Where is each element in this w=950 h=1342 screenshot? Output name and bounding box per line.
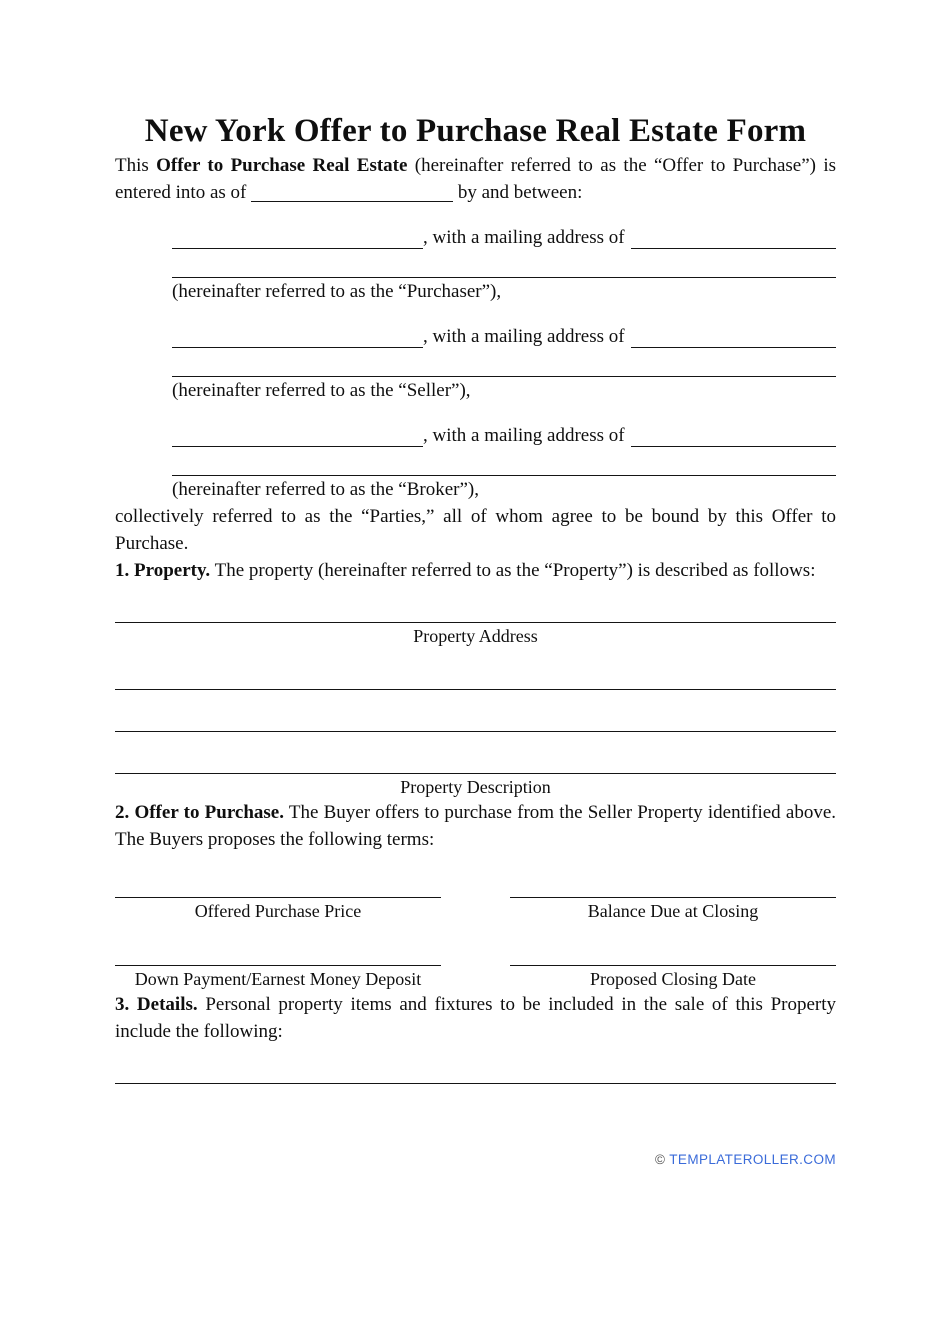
property-description-blank-field-1 <box>115 648 836 690</box>
party-name-line <box>172 323 836 350</box>
broker-designation: (hereinafter referred to as the “Broker”), <box>172 479 479 500</box>
property-description-blank-field-2 <box>115 690 836 732</box>
broker-address-blank-field <box>631 424 836 447</box>
section-2-offer <box>115 799 836 853</box>
down-payment-label: Down Payment/Earnest Money Deposit <box>134 969 422 989</box>
property-address-blank-field <box>115 584 836 623</box>
section-2-body: The Buyer offers to purchase from the Seller Property identified above. The Buyers proposes the following terms: <box>115 802 836 850</box>
property-address-field <box>115 584 836 648</box>
property-address-label: Property Address <box>413 626 538 646</box>
offered-purchase-price-blank-field <box>115 853 441 898</box>
section-3-number: 3. Details. <box>115 994 198 1015</box>
seller-address-blank-field <box>631 325 836 348</box>
intro-bold-phrase: Offer to Purchase Real Estate <box>156 155 408 176</box>
mailing-address-clause: , with a mailing address of <box>423 425 625 446</box>
party-block-seller <box>172 323 836 404</box>
copyright-symbol: © <box>654 1152 666 1167</box>
section-3-body: Personal property items and fixtures to be included in the sale of this Property include the following: <box>115 994 837 1042</box>
purchaser-designation: (hereinafter referred to as the “Purchaser”), <box>172 281 502 302</box>
section-3-details <box>115 991 836 1045</box>
property-description-label: Property Description <box>400 777 551 797</box>
party-block-purchaser <box>172 224 836 305</box>
closing-date-label: Proposed Closing Date <box>590 969 756 989</box>
party-block-broker <box>172 422 836 503</box>
mailing-address-clause: , with a mailing address of <box>423 326 625 347</box>
details-blank-field <box>115 1045 836 1084</box>
purchaser-address-continuation-blank-field <box>172 251 836 278</box>
offered-purchase-price-label: Offered Purchase Price <box>194 901 362 921</box>
purchaser-name-blank-field <box>172 226 423 249</box>
closing-date-field <box>510 923 836 991</box>
balance-due-blank-field <box>510 853 836 898</box>
party-name-line <box>172 224 836 251</box>
intro-after-blank: by and between: <box>457 182 583 203</box>
mailing-address-clause: , with a mailing address of <box>423 227 625 248</box>
seller-name-blank-field <box>172 325 423 348</box>
down-payment-field <box>115 923 441 991</box>
offer-terms-row-1 <box>115 853 836 923</box>
section-1-property <box>115 557 836 584</box>
collective-clause: collectively referred to as the “Parties,” all of whom agree to be bound by this Offer to Purchase. <box>115 506 836 554</box>
section-2-number: 2. Offer to Purchase. <box>115 802 284 823</box>
purchaser-address-blank-field <box>631 226 836 249</box>
property-description-field <box>115 648 836 799</box>
broker-name-blank-field <box>172 424 423 447</box>
balance-due-field <box>510 853 836 923</box>
templateroller-link[interactable]: TEMPLATEROLLER.COM <box>669 1152 836 1167</box>
page-footer <box>115 1152 836 1168</box>
offer-terms-row-2 <box>115 923 836 991</box>
down-payment-blank-field <box>115 923 441 966</box>
party-name-line <box>172 422 836 449</box>
intro-after-bold: (hereinafter referred to as the “Offer to Purchase”) is entered into as of <box>115 155 837 203</box>
section-1-number: 1. Property. <box>115 560 211 581</box>
seller-address-continuation-blank-field <box>172 350 836 377</box>
broker-address-continuation-blank-field <box>172 449 836 476</box>
section-1-body: The property (hereinafter referred to as the “Property”) is described as follows: <box>214 560 816 581</box>
intro-paragraph <box>115 152 836 206</box>
intro-lead: This <box>115 155 149 176</box>
closing-date-blank-field <box>510 923 836 966</box>
form-title: New York Offer to Purchase Real Estate Form <box>144 113 807 149</box>
balance-due-label: Balance Due at Closing <box>587 901 759 921</box>
property-description-blank-field-3 <box>115 732 836 774</box>
seller-designation: (hereinafter referred to as the “Seller”), <box>172 380 471 401</box>
offered-purchase-price-field <box>115 853 441 923</box>
effective-date-blank-field <box>251 198 453 202</box>
